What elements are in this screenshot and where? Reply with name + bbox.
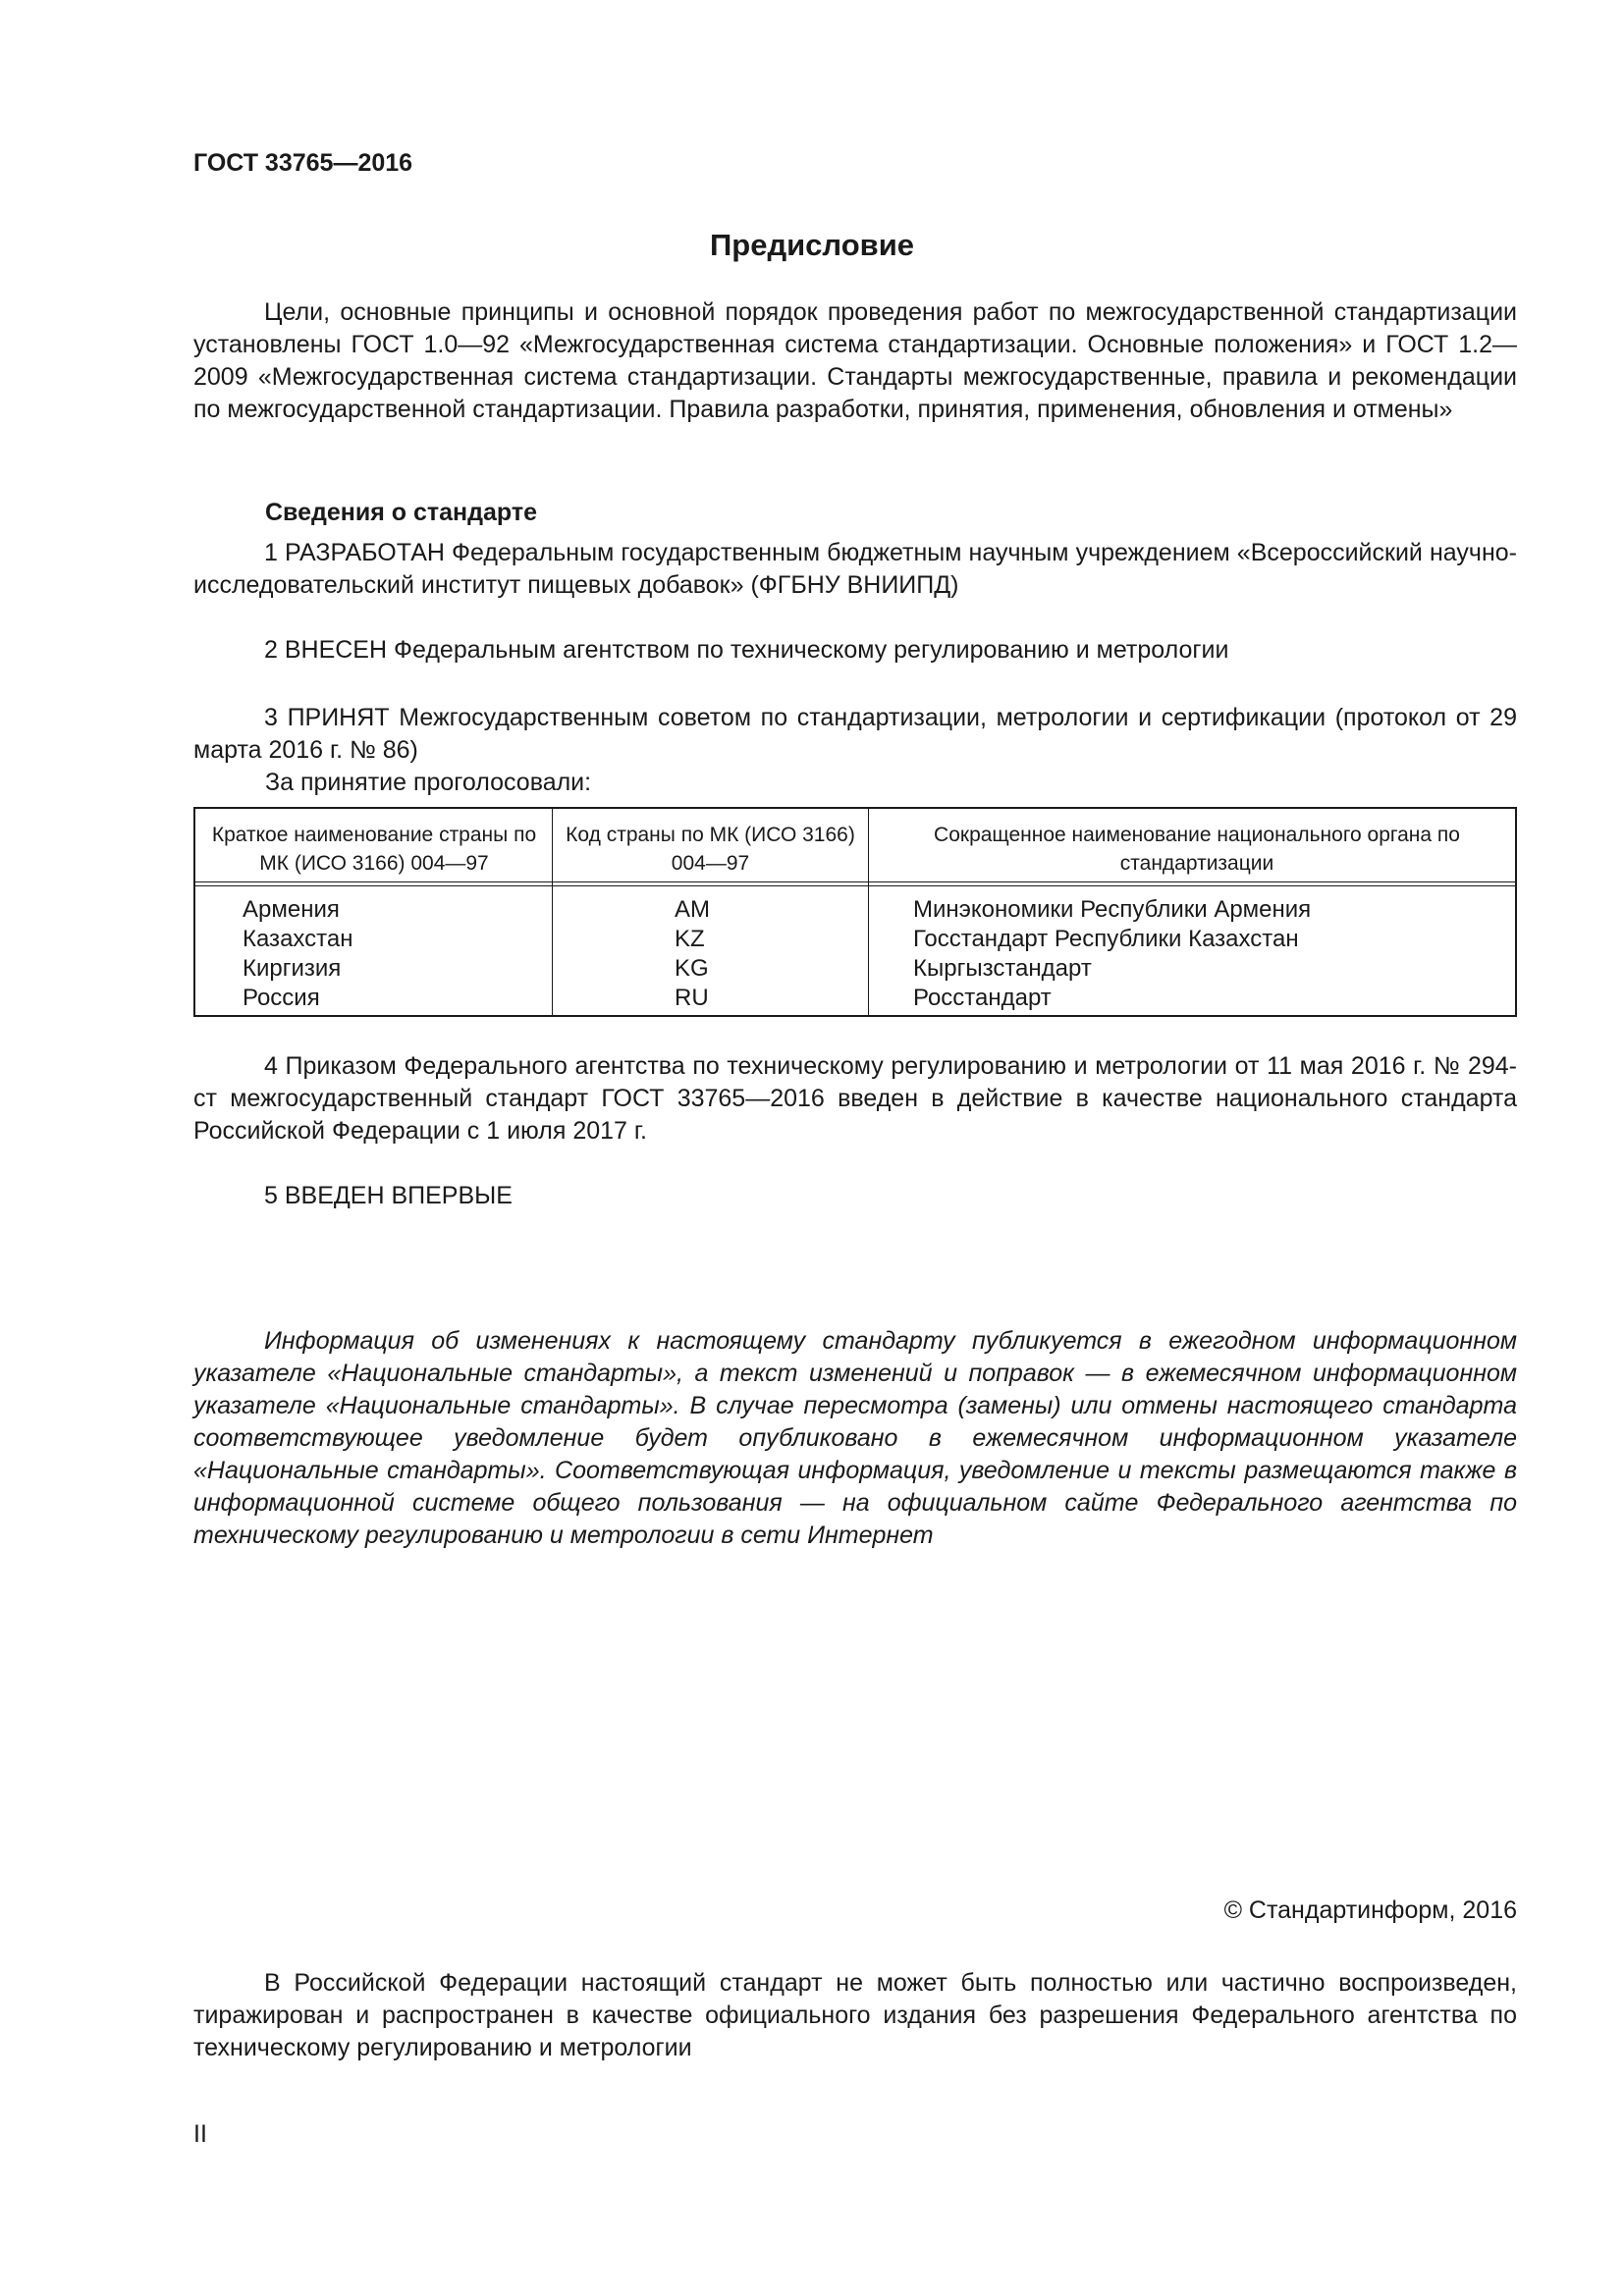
item-2-submitted: 2 ВНЕСЕН Федеральным агентством по техническому регулированию и метрологии bbox=[264, 636, 1229, 664]
table-header-divider bbox=[195, 881, 1515, 882]
voting-table bbox=[193, 807, 1517, 1017]
document-code: ГОСТ 33765—2016 bbox=[193, 149, 413, 177]
copyright-notice: © Стандартинформ, 2016 bbox=[1223, 1896, 1517, 1924]
changes-info-paragraph: Информация об изменениях к настоящему стандарту публикуется в ежегодном информационном указателе «Национальные стандарты», а текст изменений и поправок — в ежемесячном информационном указателе «Национальные стандарты». В случае пересмотра (замены) или отмены настоящего стандарта соответствующее уведомление будет опубликовано в ежемесячном информационном указателе «Национальные стандарты». Соответствующая информация, уведомление и тексты размещаются также в информационной системе общего пользования — на официальном сайте Федерального агентства по техническому регулированию и метрологии в сети Интернет bbox=[193, 1327, 1517, 1549]
table-header-national-body: Сокращенное наименование национального органа по стандартизации bbox=[934, 824, 1460, 875]
table-cell-body: Минэкономики Республики Армения bbox=[913, 896, 1312, 923]
table-cell-code: AM bbox=[675, 896, 710, 923]
table-header-divider bbox=[195, 885, 1515, 886]
table-cell-body: Госстандарт Республики Казахстан bbox=[913, 926, 1299, 952]
table-cell-code: RU bbox=[675, 985, 709, 1011]
item-5-first-introduced: 5 ВВЕДЕН ВПЕРВЫЕ bbox=[264, 1182, 513, 1209]
table-column-divider bbox=[868, 809, 869, 1015]
page-title: Предисловие bbox=[709, 228, 914, 262]
table-column-divider bbox=[552, 809, 553, 1015]
page-number: II bbox=[193, 2120, 207, 2148]
table-cell-body: Кыргызстандарт bbox=[913, 955, 1092, 982]
legal-notice: В Российской Федерации настоящий стандарт не может быть полностью или частично воспроизведен, тиражирован и распространен в качестве официального издания без разрешения Федерального агентства по техническому регулированию и метрологии bbox=[193, 1969, 1517, 2061]
table-header-country-code: Код страны по МК (ИСО 3166) 004—97 bbox=[566, 824, 855, 875]
table-header-country-name: Краткое наименование страны по МК (ИСО 3166) 004—97 bbox=[211, 824, 537, 875]
table-cell-country: Казахстан bbox=[243, 926, 353, 952]
table-cell-code: KZ bbox=[675, 926, 705, 952]
table-cell-body: Росстандарт bbox=[913, 985, 1052, 1011]
table-cell-country: Киргизия bbox=[243, 955, 342, 982]
voted-label: За принятие проголосовали: bbox=[265, 769, 592, 796]
about-heading: Сведения о стандарте bbox=[265, 499, 538, 526]
table-cell-country: Армения bbox=[243, 896, 340, 923]
item-3-adopted: 3 ПРИНЯТ Межгосударственным советом по стандартизации, метрологии и сертификации (протокол от 29 марта 2016 г. № 86) bbox=[193, 704, 1517, 764]
intro-paragraph: Цели, основные принципы и основной порядок проведения работ по межгосударственной стандартизации установлены ГОСТ 1.0—92 «Межгосударственная система стандартизации. Основные положения» и ГОСТ 1.2—2009 «Межгосударственная система стандартизации. Стандарты межгосударственные, правила и рекомендации по межгосударственной стандартизации. Правила разработки, принятия, применения, обновления и отмены» bbox=[193, 298, 1517, 423]
item-4-order: 4 Приказом Федерального агентства по техническому регулированию и метрологии от 11 мая 2016 г. № 294-ст межгосударственный стандарт ГОСТ 33765—2016 введен в действие в качестве национального стандарта Российской Федерации с 1 июля 2017 г. bbox=[193, 1052, 1517, 1145]
item-1-developed: 1 РАЗРАБОТАН Федеральным государственным бюджетным научным учреждением «Всероссийский научно-исследовательский институт пищевых добавок» (ФГБНУ ВНИИПД) bbox=[193, 539, 1517, 599]
table-cell-country: Россия bbox=[243, 985, 320, 1011]
table-cell-code: KG bbox=[675, 955, 709, 982]
